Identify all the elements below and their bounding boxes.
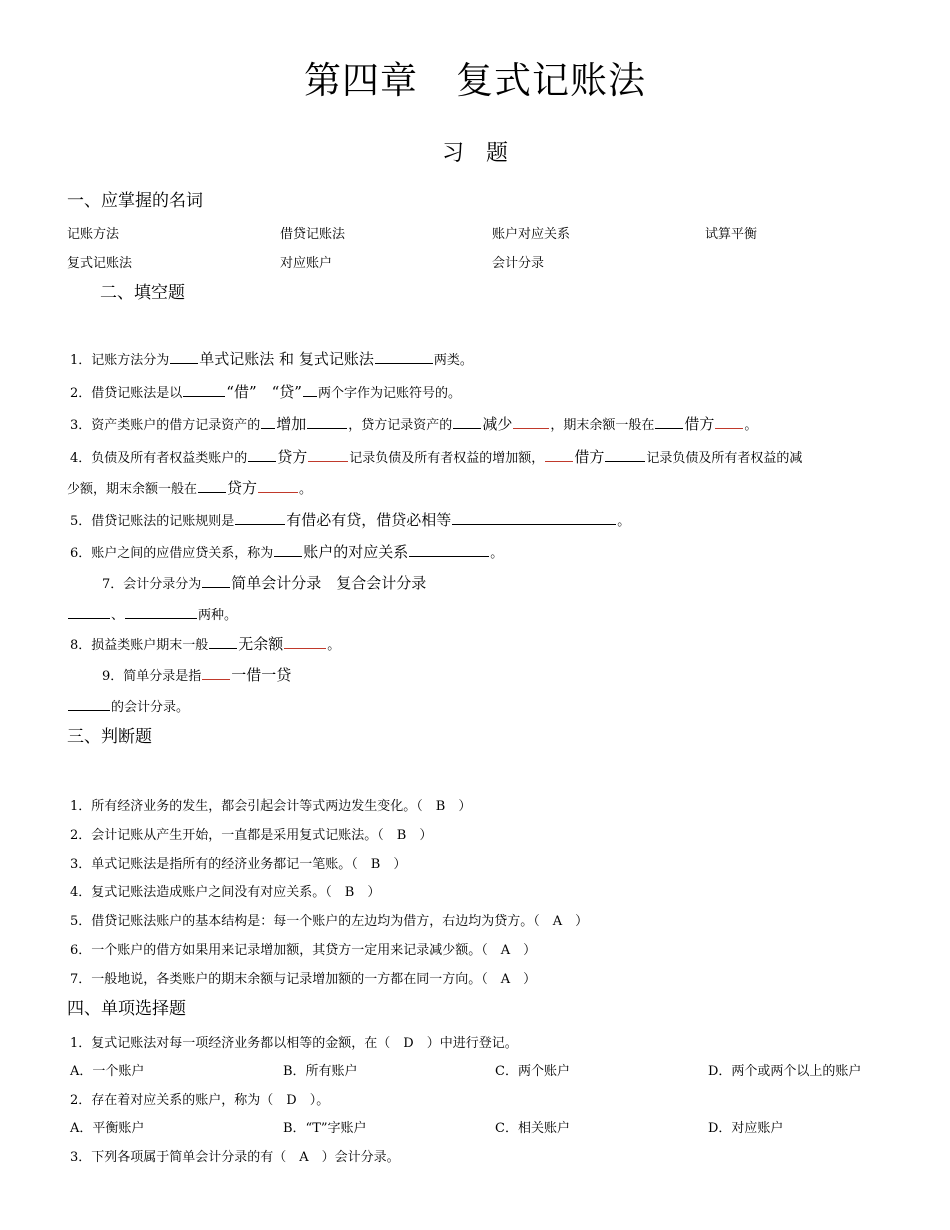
question-text: 3．资产类账户的借方记录资产的: [70, 418, 261, 433]
answer-text: 有借必有贷，借贷必相等: [286, 511, 452, 529]
fill-question-6: [70, 541, 503, 562]
answer-text: 简单会计分录 复合会计分录: [231, 574, 427, 592]
term-item: 账户对应关系: [492, 227, 571, 242]
term-item: 复式记账法: [67, 256, 133, 271]
term-item: 对应账户: [280, 256, 333, 271]
choice-option: C．两个账户: [495, 1064, 570, 1079]
section-heading-true-false: 三、判断题: [67, 727, 152, 747]
answer-text: “借” “贷”: [226, 383, 302, 401]
choice-question-3: 3．下列各项属于简单会计分录的有（ A ）会计分录。: [70, 1150, 400, 1165]
question-text: 5．借贷记账法的记账规则是: [70, 514, 235, 529]
question-text: ，贷方记录资产的: [348, 418, 453, 433]
choice-option: A．平衡账户: [70, 1121, 145, 1136]
question-text: 6．账户之间的应借应贷关系，称为: [70, 546, 274, 561]
answer-text: 贷方: [277, 448, 308, 466]
fill-question-7: [102, 572, 426, 593]
answer-text: 单式记账法 和 复式记账法: [199, 350, 374, 368]
question-text: 的会计分录。: [111, 700, 190, 715]
question-text: 。: [617, 514, 631, 529]
question-text: 8．损益类账户期末一般: [70, 638, 209, 653]
fill-question-1: [70, 348, 473, 369]
page-title: 第四章 复式记账法: [304, 59, 646, 102]
answer-text: 减少: [482, 415, 513, 433]
question-text: ，期末余额一般在: [550, 418, 655, 433]
choice-option: D．两个或两个以上的账户: [708, 1064, 862, 1079]
question-text: 7．会计分录分为: [102, 577, 202, 592]
judge-item: 5．借贷记账法账户的基本结构是：每一个账户的左边均为借方，右边均为贷方。（ A ）: [70, 914, 589, 929]
question-text: 4．负债及所有者权益类账户的: [70, 451, 248, 466]
question-text: 记录负债及所有者权益的增加额，: [349, 451, 545, 466]
section-heading-fill-blank: 二、填空题: [100, 283, 185, 303]
answer-text: 账户的对应关系: [303, 543, 409, 561]
judge-item: 7．一般地说，各类账户的期末余额与记录增加额的一方都在同一方向。（ A ）: [70, 972, 537, 987]
question-text: 两类。: [433, 353, 473, 368]
fill-question-8: [70, 633, 340, 654]
judge-item: 6．一个账户的借方如果用来记录增加额，其贷方一定用来记录减少额。（ A ）: [70, 943, 537, 958]
fill-question-2: [70, 381, 461, 402]
question-text: 少额，期末余额一般在: [67, 482, 198, 497]
choice-option: A．一个账户: [70, 1064, 145, 1079]
answer-text: 贷方: [227, 479, 258, 497]
section-heading-single-choice: 四、单项选择题: [67, 999, 186, 1019]
choice-question-1: 1．复式记账法对每一项经济业务都以相等的金额，在（ D ）中进行登记。: [70, 1036, 518, 1051]
judge-item: 4．复式记账法造成账户之间没有对应关系。（ B ）: [70, 885, 381, 900]
choice-option: C．相关账户: [495, 1121, 570, 1136]
question-text: 两个字作为记账符号的。: [317, 386, 461, 401]
judge-item: 1．所有经济业务的发生，都会引起会计等式两边发生变化。（ B ）: [70, 799, 472, 814]
term-item: 借贷记账法: [280, 227, 346, 242]
fill-question-4: [70, 446, 802, 467]
term-item: 会计分录: [492, 256, 545, 271]
term-item: 试算平衡: [705, 227, 758, 242]
fill-question-7-cont: [67, 604, 237, 623]
question-text: 两种。: [198, 608, 238, 623]
fill-question-4-cont: [67, 477, 312, 498]
judge-item: 2．会计记账从产生开始，一直都是采用复式记账法。（ B ）: [70, 828, 433, 843]
fill-question-9-cont: [67, 696, 189, 715]
question-text: 1．记账方法分为: [70, 353, 170, 368]
choice-question-2: 2．存在着对应关系的账户，称为（ D ）。: [70, 1093, 330, 1108]
fill-question-9: [102, 664, 291, 685]
fill-question-5: [70, 509, 630, 530]
answer-text: 借方: [684, 415, 715, 433]
answer-text: 一借一贷: [231, 666, 292, 684]
answer-text: 增加: [276, 415, 307, 433]
judge-item: 3．单式记账法是指所有的经济业务都记一笔账。（ B ）: [70, 857, 407, 872]
choice-option: D．对应账户: [708, 1121, 784, 1136]
question-text: 。: [327, 638, 341, 653]
term-item: 记账方法: [67, 227, 120, 242]
fill-question-3: [70, 413, 757, 434]
question-text: 、: [111, 608, 125, 623]
question-text: 9．简单分录是指: [102, 669, 202, 684]
question-text: 。: [299, 482, 313, 497]
answer-text: 借方: [574, 448, 605, 466]
question-text: 。: [490, 546, 504, 561]
question-text: 记录负债及所有者权益的减: [646, 451, 803, 466]
question-text: 2．借贷记账法是以: [70, 386, 183, 401]
choice-option: B．所有账户: [283, 1064, 358, 1079]
answer-text: 无余额: [238, 635, 284, 653]
page-subtitle: 习 题: [441, 141, 508, 166]
question-text: 。: [744, 418, 758, 433]
section-heading-terms: 一、应掌握的名词: [67, 191, 203, 211]
choice-option: B．“T”字账户: [283, 1121, 367, 1136]
